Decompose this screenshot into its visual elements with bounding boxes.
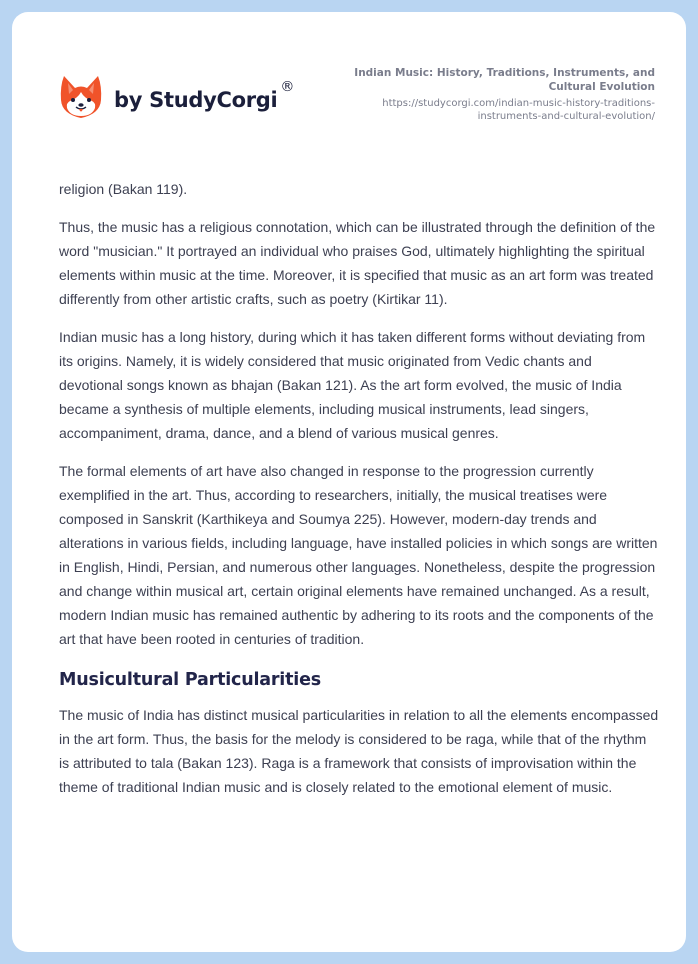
article-body	[59, 177, 659, 813]
paragraph: The formal elements of art have also changed in response to the progression currently exemplified in the art. Thus, according to researchers, initially, the musical treatises were composed in Sanskrit (Karthikeya and Soumya 225). However, modern-day trends and alterations in various fields, including language, have installed policies in which songs are written in English, Hindi, Persian, and numerous other languages. Nonetheless, despite the progression and change within musical art, certain original elements have remained unchanged. As a result, modern Indian music has remained authentic by adhering to its roots and the components of the art that have been rooted in centuries of tradition.	[59, 463, 658, 647]
brand-name: by StudyCorgi	[114, 88, 278, 112]
paragraph: The music of India has distinct musical particularities in relation to all the elements encompassed in the art form. Thus, the basis for the melody is considered to be raga, while that of the rhythm is attributed to tala (Bakan 123). Raga is a framework that consists of improvisation within the theme of traditional Indian music and is closely related to the emotional element of music.	[59, 707, 659, 795]
document-meta	[335, 66, 655, 123]
paragraph: Indian music has a long history, during which it has taken different forms without deviating from its origins. Namely, it is widely considered that music originated from Vedic chants and devotional songs known as bhajan (Bakan 121). As the art form evolved, the music of India became a synthesis of multiple elements, including musical instruments, lead singers, accompaniment, drama, dance, and a blend of various musical genres.	[59, 329, 646, 441]
corgi-logo-icon	[60, 74, 102, 120]
paragraph: Thus, the music has a religious connotation, which can be illustrated through the definition of the word "musician." It portrayed an individual who praises God, ultimately highlighting the spiritual elements within music at the time. Moreover, it is specified that music as an art form was treated differently from other artistic crafts, such as poetry (Kirtikar 11).	[59, 219, 656, 307]
studycorgi-logo[interactable]	[60, 74, 294, 120]
section-heading: Musicultural Particularities	[59, 670, 321, 690]
document-url[interactable]: https://studycorgi.com/indian-music-history-traditions-instruments-and-cultural-evolution/	[382, 98, 655, 122]
page-header	[12, 12, 686, 162]
paragraph: religion (Bakan 119).	[59, 181, 188, 197]
document-title: Indian Music: History, Traditions, Instruments, and Cultural Evolution	[354, 67, 655, 93]
registered-mark: ®	[280, 79, 295, 95]
document-page	[12, 12, 686, 952]
